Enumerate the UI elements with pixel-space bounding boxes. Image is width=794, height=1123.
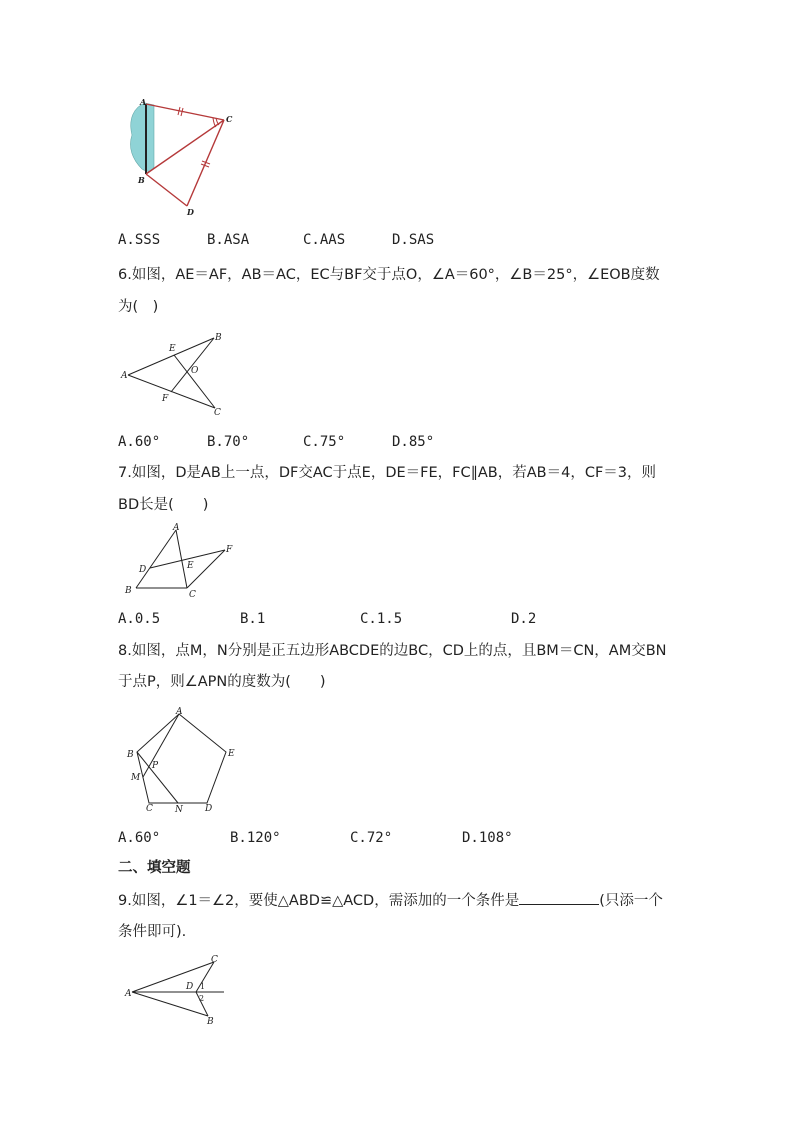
q7-segment-ac (176, 530, 187, 588)
q9-label-a: A (125, 989, 132, 999)
q8-label-a: A (176, 707, 183, 717)
q6-segment-bf (171, 338, 214, 392)
q6-figure (118, 330, 233, 418)
q9-stem-post: (只添一个 (599, 893, 663, 909)
q8-figure (118, 700, 248, 815)
q5-shaded-region (130, 103, 154, 171)
q9-stem-line2: 条件即可). (118, 924, 187, 940)
q5-option-b[interactable]: B.ASA (207, 232, 250, 248)
q6-label-e: E (169, 344, 176, 354)
q9-figure (120, 950, 235, 1030)
q5-option-d[interactable]: D.SAS (392, 232, 435, 248)
q7-figure (118, 520, 243, 600)
q8-label-d: D (205, 804, 213, 814)
q6-label-o: O (191, 366, 199, 376)
q7-option-d[interactable]: D.2 (511, 611, 537, 627)
q7-label-e: E (187, 561, 194, 571)
q7-label-b: B (125, 586, 132, 596)
q6-stem-line2: 为( ) (118, 299, 159, 315)
section2-heading: 二、填空题 (118, 860, 191, 876)
q6-label-c: C (214, 408, 221, 418)
q5-figure (120, 95, 250, 220)
q8-option-a[interactable]: A.60° (118, 830, 161, 846)
q6-stem-line1: 6.如图，AE＝AF，AB＝AC，EC与BF交于点O，∠A＝60°，∠B＝25°，∠EOB度数 (118, 267, 660, 283)
q7-segment-ab (136, 530, 176, 588)
q6-option-a[interactable]: A.60° (118, 434, 161, 450)
q9-stem-pre: 9.如图，∠1＝∠2，要使△ABD≌△ACD，需添加的一个条件是 (118, 893, 520, 909)
q5-label-c: C (226, 114, 233, 124)
q7-stem-line1: 7.如图，D是AB上一点，DF交AC于点E，DE＝FE，FC∥AB，若AB＝4，CF＝3，则 (118, 465, 657, 481)
q6-label-b: B (215, 333, 222, 343)
q7-option-b[interactable]: B.1 (240, 611, 266, 627)
q8-stem-line1: 8.如图，点M，N分别是正五边形ABCDE的边BC，CD上的点，且BM＝CN，AM交BN (118, 643, 667, 659)
q5-option-c[interactable]: C.AAS (303, 232, 346, 248)
q6-option-b[interactable]: B.70° (207, 434, 250, 450)
q5-segment-bd (146, 174, 187, 206)
q9-label-d: D (186, 982, 194, 992)
q6-label-f: F (162, 394, 169, 404)
q6-label-a: A (121, 371, 128, 381)
q8-label-n: N (175, 805, 183, 815)
q9-segment-ab (132, 992, 208, 1016)
q5-segment-ac (146, 104, 224, 120)
q8-label-p: P (152, 761, 159, 771)
q7-label-f: F (226, 545, 233, 555)
q8-option-b[interactable]: B.120° (230, 830, 281, 846)
q8-segment-am (143, 714, 179, 777)
q9-label-angle1: 1 (200, 982, 206, 991)
q8-label-e: E (228, 749, 235, 759)
q8-option-c[interactable]: C.72° (350, 830, 393, 846)
q9-answer-blank[interactable] (519, 890, 599, 905)
q8-pentagon (137, 714, 226, 803)
q8-label-m: M (131, 773, 141, 783)
q5-label-d: D (187, 207, 194, 217)
q8-label-c: C (146, 804, 153, 814)
q7-option-a[interactable]: A.0.5 (118, 611, 161, 627)
q5-label-a: A (140, 97, 147, 107)
q6-option-d[interactable]: D.85° (392, 434, 435, 450)
q9-label-angle2: 2 (199, 994, 205, 1003)
q7-label-a: A (173, 523, 180, 533)
q5-angle-mark (213, 118, 216, 127)
q7-stem-line2: BD长是( ) (118, 497, 209, 513)
q5-label-b: B (138, 175, 145, 185)
q6-option-c[interactable]: C.75° (303, 434, 346, 450)
q8-label-b: B (127, 750, 134, 760)
q8-stem-line2: 于点P，则∠APN的度数为( ) (118, 674, 326, 690)
q7-option-c[interactable]: C.1.5 (360, 611, 403, 627)
q7-label-c: C (189, 590, 196, 600)
q9-label-b: B (207, 1017, 214, 1027)
q7-label-d: D (139, 565, 147, 575)
q5-option-a[interactable]: A.SSS (118, 232, 161, 248)
q8-option-d[interactable]: D.108° (462, 830, 513, 846)
q9-stem-line1 (118, 890, 663, 911)
q9-label-c: C (211, 955, 218, 965)
